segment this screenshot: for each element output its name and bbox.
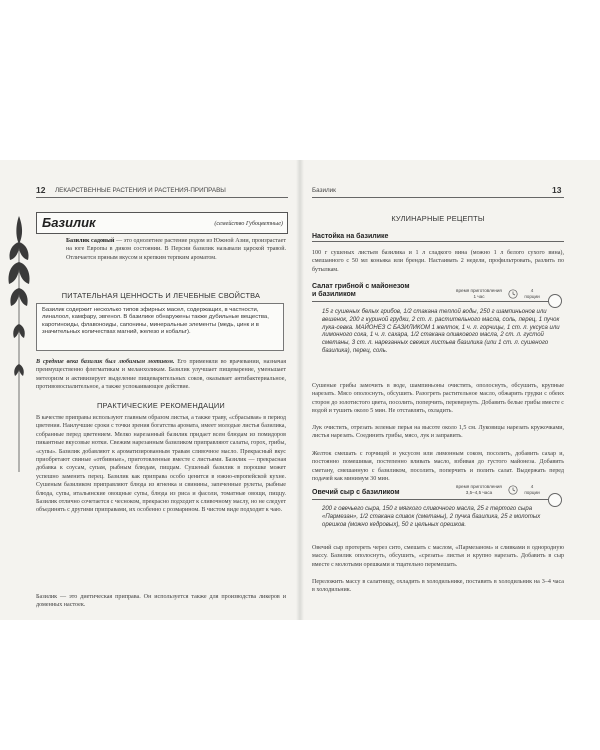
intro-lead: Базилик садовый [66,238,115,244]
recipe2-time-label: время приготовления [456,288,502,293]
recipe2-time-value: 1 час [473,293,485,299]
recipe2-method-3: Желток смешать с горчицей и уксусом или лимонным соком, посолить, добавить сахар и, постоянно помешивая, постепенно вливать масло, взбивая до густого майонеза. Добавить сметану, смешанную с базиликом, посолить, поперчить и полить салат. Выдержать перед подачей как минимум 30 мин. [312,451,564,483]
recipe2-ingredients: 15 г сушеных белых грибов, 1/2 стакана теплой воды, 250 г шампиньонов или вешенок, 200 г куриной грудки, 2 ст. л. растительного масла, соль, перец, 1 пучок лука-севка. МАЙОНЕЗ С БАЗИЛИКОМ 1 желток, 1 ч. л. горчицы, 1 ст. л. уксуса или лимонного сока, 1 ч. л. сахара, 1/2 стакана оливкового масла, 2 ст. л. густой сметаны, 3 ст. л. нарезанных свежих листьев базилика (или 1 ст. л. сушеного базилика), перец, соль. [322,309,560,354]
clock-icon [508,289,518,299]
page-number-right: 13 [552,185,562,195]
header-rule-right [312,197,564,198]
recipe3-servings-value: 4 [530,484,534,489]
section-practical-title: ПРАКТИЧЕСКИЕ РЕКОМЕНДАЦИИ [97,401,225,410]
recipe2-servings [520,288,544,299]
section-recipes-title: КУЛИНАРНЫЕ РЕЦЕПТЫ [391,214,485,223]
recipe3-title: Овечий сыр с базиликом [312,489,400,496]
basil-sprig-icon [6,214,32,476]
recipe3-servings [520,484,544,495]
recipe2-method-2: Лук очистить, отрезать зеленые перья на высоте около 1,5 см. Луковицы нарезать кружочками, листья нарезать. Соединить грибы, мясо, лук и заправить. [312,425,564,440]
recipe2-rule-end [548,294,562,308]
recipe2-title [312,283,452,300]
recipe2-servings-value: 4 [530,288,534,293]
left-page [0,160,298,620]
article-title-box [36,212,288,234]
recipe3-time-label: время приготовления [456,484,502,489]
right-page [302,160,600,620]
recipe3-time-value: 3,5–4,5 часа [465,489,493,495]
intro-text: — это однолетнее растение родом из Южной Азии, произрастает на юге Европы в диком состоянии. В Персии базилик называли царской травой. Отличается пряным вкусом и крепким терпким ароматом. [66,238,286,261]
history-paragraph [36,358,286,392]
clock-icon [508,485,518,495]
plant-family: (семейство Губоцветные) [214,220,283,227]
recipe3-servings-label: порции [524,489,540,495]
recipe2-title-line2: и базиликом [312,291,356,299]
recipe1-text: 100 г сушеных листьев базилика и 1 л сладкого вина (можно 1 л белого сухого вина), смешанного с 50 мл коньяка или бренди. Настаивать 2 недели, профильтровать, разлить по бутылкам. [312,250,564,273]
recipe3-method-1: Овечий сыр протереть через сито, смешать с маслом, «Пармезаном» и сливками в однородную массу. Базилик ополоснуть, обсушить, «срезать» листья и крупно нарезать. Добавить в сыр вместе с молотыми орешками и тщательно перемешать. [312,545,564,568]
recipe2-title-line1: Салат грибной с майонезом [312,283,410,290]
nutrition-box: Базилик содержит несколько типов эфирных масел, содержащих, в частности, линалоол, камфару, эвгенол. В базилике обнаружены также дубильные вещества, каротиноиды, флавоноиды, сапонины, минеральные элементы (медь, цинк и в значительных количествах магний, железо и кобальт). [36,303,284,351]
section-nutrition-title: ПИТАТЕЛЬНАЯ ЦЕННОСТЬ И ЛЕЧЕБНЫЕ СВОЙСТВА [61,291,261,300]
history-text: Его применяли во врачевании, назначая преимущественно флегматикам и меланхоликам. Базилик улучшает пищеварение, уменьшает метеоризм и активизирует выделение пищеварительных соков, оказывает антибактериальное, противовоспалительное, а также успокаивающее действие. [36,359,286,391]
recipe2-method-1: Сушеные грибы замочить в воде, шампиньоны очистить, ополоснуть, обсушить, крупные нарезать. Мясо ополоснуть, обсушить. Разогреть растительное масло, обжарить грудки с обеих сторон до золотистого цвета, посолить, поперчить, перевернуть. Добавить белые грибы вместе с водой и тушить около 5 мин. Не отставлять, охладить. [312,383,564,415]
recipe2-rule [312,301,550,302]
article-title: Базилик [42,215,96,230]
practical-end-paragraph: Базилик — это диетическая приправа. Он используется также для производства ликеров и доменных настоек. [36,594,286,609]
recipe3-time [450,484,508,495]
recipe3-ingredients: 200 г овечьего сыра, 150 г мягкого сливочного масла, 25 г тертого сыра «Пармезан», 1/2 стакана сливок (сметаны), 2 пучка базилика, 25 г молотых орешков (можно кедровых), 50 г цельных орешков. [322,506,541,528]
recipe2-time [450,288,508,299]
recipe3-method-2: Переложить массу в салатницу, охладить в холодильнике, поставить в холодильник на 3–4 часа в холодильник. [312,579,564,594]
recipe1-title: Настойка на базилике [312,233,389,240]
intro-paragraph [66,237,286,262]
running-head-left: ЛЕКАРСТВЕННЫЕ РАСТЕНИЯ И РАСТЕНИЯ-ПРИПРАВЫ [55,187,226,194]
history-lead: В средние века базилик был любимым мотивом. [36,359,175,365]
recipe2-servings-label: порции [524,293,540,299]
page-number-left: 12 [36,185,46,195]
recipe3-rule [312,499,550,500]
recipe3-rule-end [548,493,562,507]
running-head-right: Базилик [312,187,336,194]
recipe1-title-bar [312,227,564,242]
header-rule-left [36,197,288,198]
practical-paragraph: В качестве приправы используют главным образом листья, а также траву, «сбрасывая» в период цветения. Наилучшие сроки с точки зрения богатства аромата, имеет молодые листья базилика, собранные перед цветением. Мелко нарезанный базилик придает всем блюдам из помидоров пикантные вкусовые нотки. Свежим нарезанным базиликом приправляют салаты, горох, грибы, «супы». Базилик добавляют к ароматизированным травам сливочное масло. Прекрасный вкус приобретают свиные «отбивные», приготовленные вместе с листьями. Базилик — прекрасная добавка к соусам, супам, рыбным блюдам, пиццам. Сушеный базилик в порошке может успешно заменить перец. Базилик как приправа особо ценится в южно-европейской кухне. Сушеным базиликом приправляют блюда из ягненка и свинины, запеченные рулеты, рыбные блюда, супы, итальянские овощные супы, блюда из риса и фасоли, томатные овощи, пиццу. Базилик отлично сочетается с чесноком, прекрасно подходит к сливочному маслу, но не следует объединять с другими приправами, их особенно с розмарином. В чистом виде подходит к чаю. [36,415,286,514]
